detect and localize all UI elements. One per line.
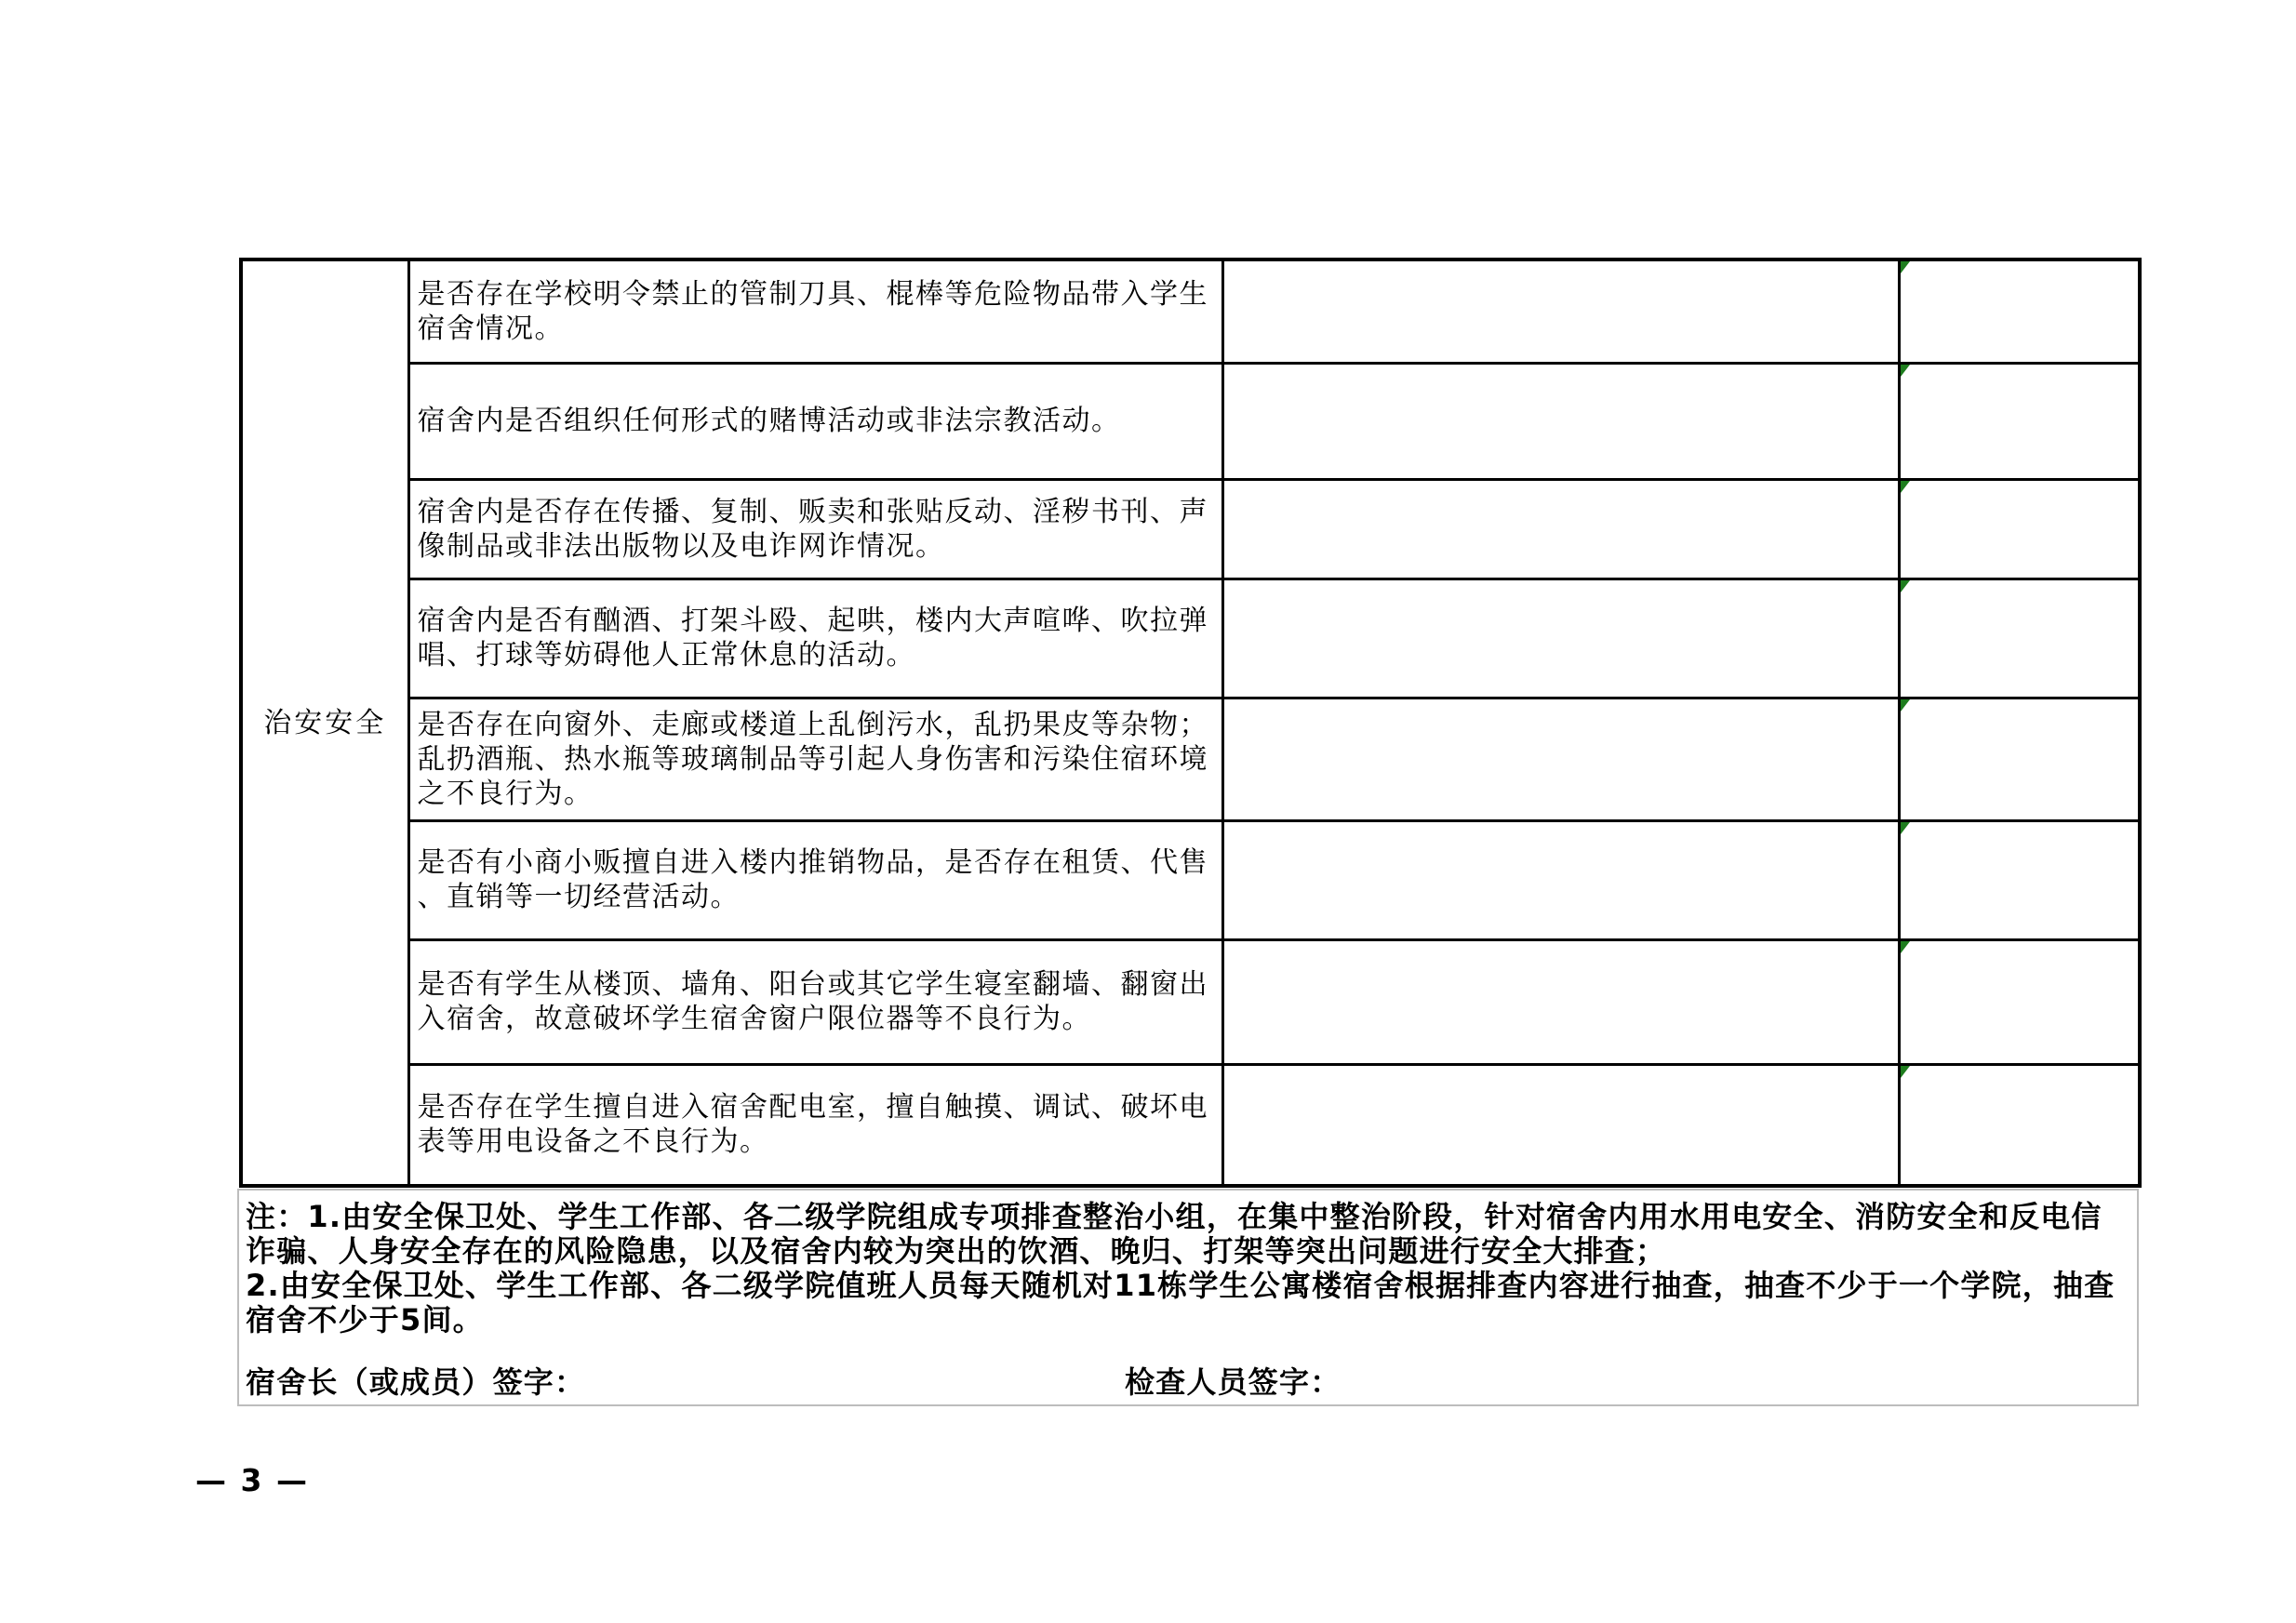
table-row bbox=[241, 820, 2140, 939]
table-row bbox=[241, 698, 2140, 820]
question-cell: 是否存在向窗外、走廊或楼道上乱倒污水，乱扔果皮等杂物；乱扔酒瓶、热水瓶等玻璃制品等引起人身伤害和污染住宿环境之不良行为。 bbox=[408, 698, 1222, 820]
green-triangle-icon bbox=[1901, 365, 1910, 377]
table-row bbox=[241, 479, 2140, 579]
question-cell: 是否有学生从楼顶、墙角、阳台或其它学生寝室翻墙、翻窗出入宿舍，故意破坏学生宿舍窗户限位器等不良行为。 bbox=[408, 939, 1222, 1064]
inspection-table bbox=[239, 258, 2142, 1188]
question-cell: 宿舍内是否有酗酒、打架斗殴、起哄，楼内大声喧哗、吹拉弹唱、打球等妨碍他人正常休息的活动。 bbox=[408, 579, 1222, 698]
result-cell[interactable] bbox=[1222, 579, 1899, 698]
green-triangle-icon bbox=[1901, 261, 1910, 273]
question-cell: 是否存在学生擅自进入宿舍配电室，擅自触摸、调试、破坏电表等用电设备之不良行为。 bbox=[408, 1064, 1222, 1186]
signature-row bbox=[246, 1365, 2125, 1403]
dorm-leader-signature-label: 宿舍长（或成员）签字： bbox=[246, 1364, 586, 1400]
green-triangle-icon bbox=[1901, 481, 1910, 493]
green-triangle-icon bbox=[1901, 941, 1910, 953]
question-cell: 宿舍内是否存在传播、复制、贩卖和张贴反动、淫秽书刊、声像制品或非法出版物以及电诈网诈情况。 bbox=[408, 479, 1222, 579]
category-cell bbox=[241, 259, 408, 1186]
result-cell[interactable] bbox=[1222, 259, 1899, 363]
question-cell: 宿舍内是否组织任何形式的赌博活动或非法宗教活动。 bbox=[408, 363, 1222, 479]
remark-cell[interactable] bbox=[1899, 363, 2140, 479]
green-triangle-icon bbox=[1901, 580, 1910, 592]
question-cell: 是否有小商小贩擅自进入楼内推销物品，是否存在租赁、代售、直销等一切经营活动。 bbox=[408, 820, 1222, 939]
question-cell: 是否存在学校明令禁止的管制刀具、棍棒等危险物品带入学生宿舍情况。 bbox=[408, 259, 1222, 363]
note-paragraph-2: 2.由安全保卫处、学生工作部、各二级学院值班人员每天随机对11栋学生公寓楼宿舍根据排查内容进行抽查，抽查不少于一个学院，抽查宿舍不少于5间。 bbox=[246, 1268, 2116, 1337]
note-paragraph-1: 注：1.由安全保卫处、学生工作部、各二级学院组成专项排查整治小组，在集中整治阶段，针对宿舍内用水用电安全、消防安全和反电信诈骗、人身安全存在的风险隐患，以及宿舍内较为突出的饮酒、晚归、打架等突出问题进行安全大排查； bbox=[246, 1199, 2102, 1269]
result-cell[interactable] bbox=[1222, 479, 1899, 579]
table-row bbox=[241, 1064, 2140, 1186]
inspector-signature-label: 检查人员签字： bbox=[1125, 1364, 1342, 1400]
table-row bbox=[241, 579, 2140, 698]
green-triangle-icon bbox=[1901, 1066, 1910, 1078]
result-cell[interactable] bbox=[1222, 820, 1899, 939]
remark-cell[interactable] bbox=[1899, 579, 2140, 698]
green-triangle-icon bbox=[1901, 822, 1910, 834]
table-row bbox=[241, 939, 2140, 1064]
category-label: 治安安全 bbox=[263, 707, 387, 738]
remark-cell[interactable] bbox=[1899, 698, 2140, 820]
remark-cell[interactable] bbox=[1899, 479, 2140, 579]
result-cell[interactable] bbox=[1222, 1064, 1899, 1186]
notes-box bbox=[237, 1189, 2139, 1406]
result-cell[interactable] bbox=[1222, 698, 1899, 820]
remark-cell[interactable] bbox=[1899, 1064, 2140, 1186]
remark-cell[interactable] bbox=[1899, 820, 2140, 939]
remark-cell[interactable] bbox=[1899, 259, 2140, 363]
table-row bbox=[241, 259, 2140, 363]
page-number: — 3 — bbox=[195, 1462, 309, 1498]
result-cell[interactable] bbox=[1222, 363, 1899, 479]
table-row bbox=[241, 363, 2140, 479]
green-triangle-icon bbox=[1901, 699, 1910, 712]
remark-cell[interactable] bbox=[1899, 939, 2140, 1064]
result-cell[interactable] bbox=[1222, 939, 1899, 1064]
